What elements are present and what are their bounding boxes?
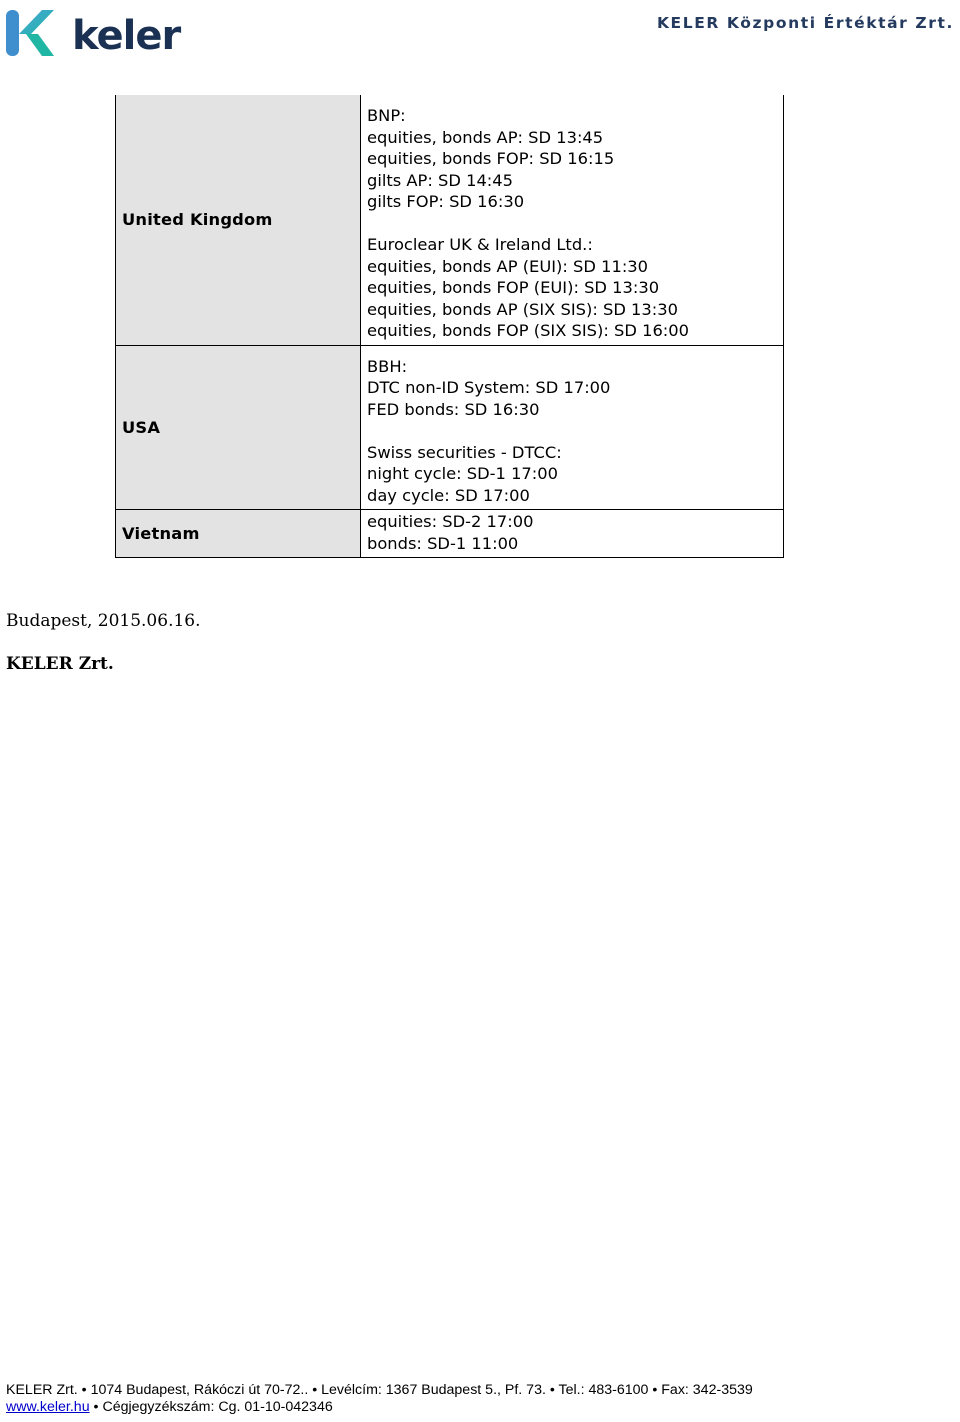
agent-label: BBH: — [367, 356, 408, 376]
logo-wordmark: keler — [72, 13, 181, 59]
deadline-line: gilts FOP: SD 16:30 — [367, 192, 525, 211]
website-link[interactable]: www.keler.hu — [6, 1399, 90, 1415]
country-cell: USA — [116, 345, 361, 510]
deadline-line: equities, bonds FOP: SD 16:15 — [367, 149, 615, 168]
deadline-block — [367, 234, 777, 342]
company-name: KELER Központi Értéktár Zrt. — [656, 14, 954, 32]
signer: KELER Zrt. — [6, 654, 114, 674]
deadline-line: equities, bonds FOP (SIX SIS): SD 16:00 — [367, 321, 689, 340]
footer-registry: • Cégjegyzékszám: Cg. 01-10-042346 — [89, 1399, 333, 1415]
table-row — [116, 95, 784, 345]
deadline-line: equities, bonds FOP (EUI): SD 13:30 — [367, 278, 660, 297]
place-date: Budapest, 2015.06.16. — [6, 611, 201, 631]
deadline-block — [367, 356, 777, 421]
agent-label: Swiss securities - DTCC: — [367, 442, 562, 462]
table-row — [116, 345, 784, 510]
deadline-line: equities, bonds AP (EUI): SD 11:30 — [367, 256, 649, 276]
table-body — [116, 95, 784, 558]
deadline-line: day cycle: SD 17:00 — [367, 485, 530, 505]
keler-logo — [4, 8, 181, 60]
keler-k-mark-icon — [4, 8, 60, 60]
deadline-line: equities, bonds AP (SIX SIS): SD 13:30 — [367, 299, 678, 319]
page-footer — [6, 1382, 753, 1416]
deadline-line: FED bonds: SD 16:30 — [367, 399, 540, 419]
deadline-block — [367, 511, 777, 554]
deadline-line: DTC non-ID System: SD 17:00 — [367, 378, 611, 397]
deadline-cell — [361, 345, 784, 510]
footer-second-line — [6, 1399, 753, 1416]
table-row — [116, 510, 784, 558]
agent-label: Euroclear UK & Ireland Ltd.: — [367, 235, 593, 254]
deadline-line: gilts AP: SD 14:45 — [367, 170, 514, 190]
settlement-deadlines-table — [115, 95, 784, 558]
country-cell: United Kingdom — [116, 95, 361, 345]
deadline-block — [367, 442, 777, 507]
footer-contact-line: KELER Zrt. • 1074 Budapest, Rákóczi út 70-72.. • Levélcím: 1367 Budapest 5., Pf. 73. • Tel.: 483-6100 • Fax: 342-3539 — [6, 1382, 753, 1398]
deadline-line: equities, bonds AP: SD 13:45 — [367, 127, 604, 147]
deadline-line: bonds: SD-1 11:00 — [367, 533, 519, 553]
deadline-block — [367, 105, 777, 213]
deadline-cell — [361, 510, 784, 558]
deadline-line: night cycle: SD-1 17:00 — [367, 464, 558, 483]
country-cell: Vietnam — [116, 510, 361, 558]
deadline-cell — [361, 95, 784, 345]
agent-label: BNP: — [367, 106, 406, 125]
deadline-line: equities: SD-2 17:00 — [367, 512, 534, 531]
